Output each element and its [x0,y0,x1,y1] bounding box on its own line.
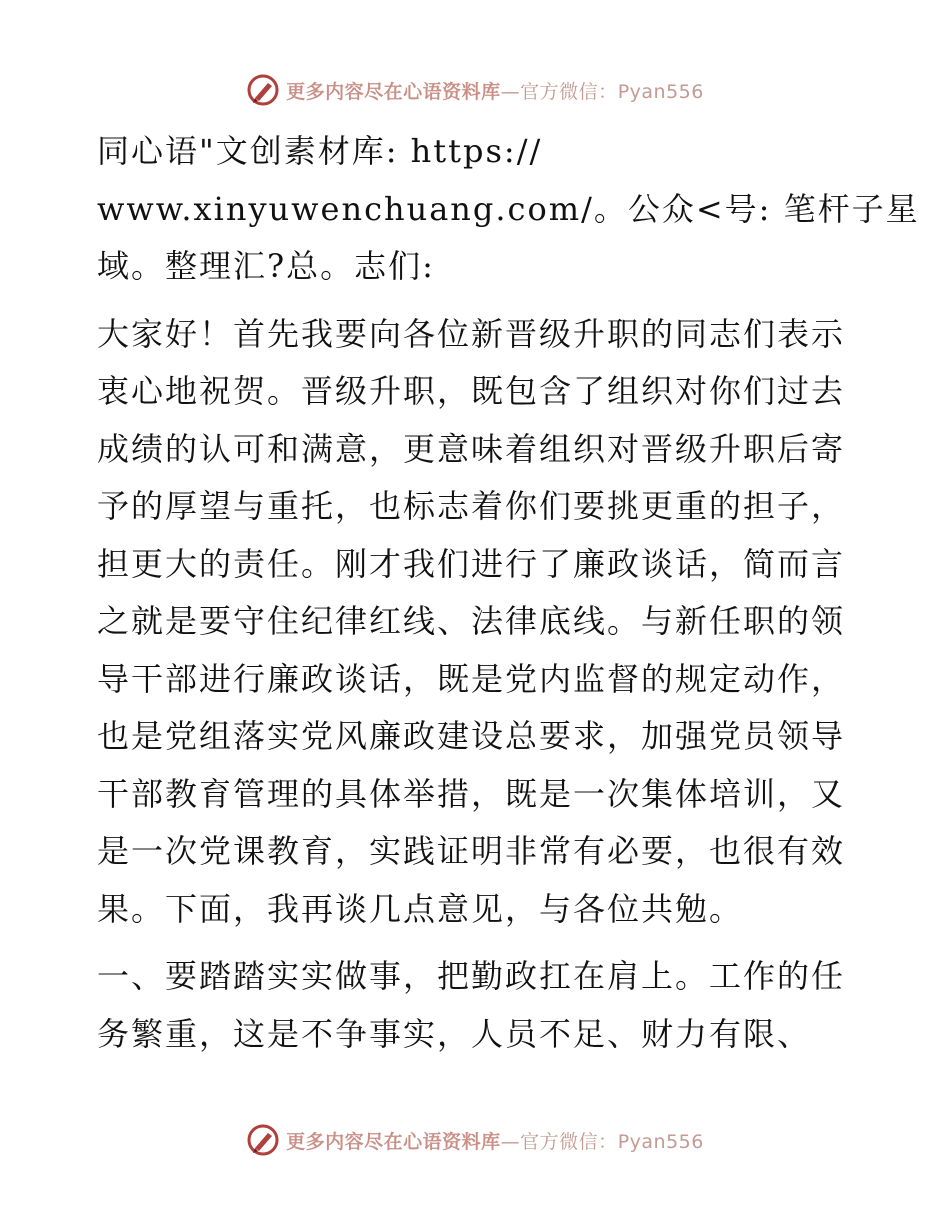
watermark-brand: 更多内容尽在心语资料库 [286,1130,501,1153]
pen-logo-icon [246,1123,280,1157]
paragraph-2: 大家好！首先我要向各位新晋级升职的同志们表示衷心地祝贺。晋级升职，既包含了组织对你们过去成绩的认可和满意，更意味着组织对晋级升职后寄予的厚望与重托，也标志着你们要挑更重的担子，担更大的责任。刚才我们进行了廉政谈话，简而言之就是要守住纪律红线、法律底线。与新任职的领导干部进行廉政谈话，既是党内监督的规定动作，也是党组落实党风廉政建设总要求，加强党员领导干部教育管理的具体举措，既是一次集体培训，又是一次党课教育，实践证明非常有必要，也很有效果。下面，我再谈几点意见，与各位共勉。 [97,314,846,928]
watermark-text [286,1127,704,1154]
watermark-official: 官方微信： [520,1130,618,1153]
watermark-wechat-id: Pyan556 [617,80,704,103]
paragraph-1-line-2: www.xinyuwenchuang.com/。公众<号: 笔杆子星 [97,189,920,228]
watermark-wechat-id: Pyan556 [617,1130,704,1153]
watermark-dash: — [500,80,521,103]
watermark-dash: — [500,1130,521,1153]
watermark-banner-top [0,70,950,110]
watermark-brand: 更多内容尽在心语资料库 [286,80,501,103]
watermark-official: 官方微信： [520,80,618,103]
paragraph-1-line-3: 域。整理汇?总。志们: [97,247,435,285]
watermark-banner-bottom [0,1120,950,1160]
watermark-text [286,77,704,104]
paragraph-3: 一、要踏踏实实做事，把勤政扛在肩上。工作的任务繁重，这是不争事实，人员不足、财力有限、 [97,957,846,1053]
document-body [97,123,920,1073]
paragraph-1 [97,123,920,296]
paragraph-1-line-1: 同心语"文创素材库: https:// [97,132,543,170]
pen-logo-icon [246,73,280,107]
